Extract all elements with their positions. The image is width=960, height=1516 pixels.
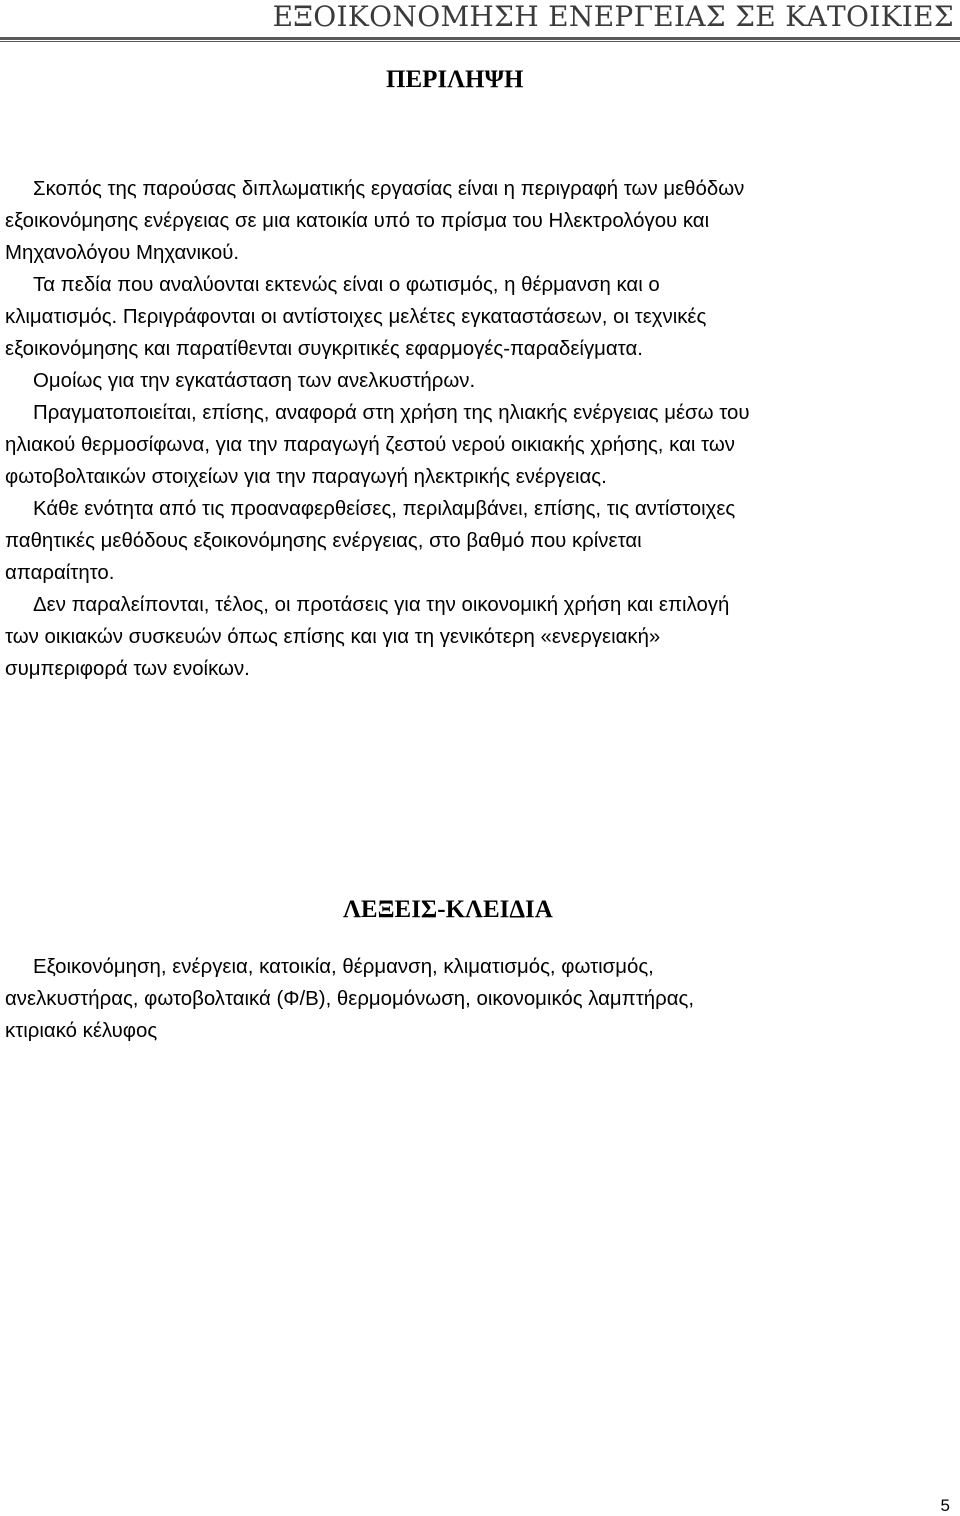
- summary-line: εξοικονόμησης και παρατίθενται συγκριτικές εφαρμογές-παραδείγματα.: [5, 338, 643, 360]
- summary-line: παθητικές μεθόδους εξοικονόμησης ενέργειας, στο βαθμό που κρίνεται: [5, 530, 642, 552]
- summary-line: Κάθε ενότητα από τις προαναφερθείσες, περιλαμβάνει, επίσης, τις αντίστοιχες: [33, 498, 736, 520]
- keywords-line: ανελκυστήρας, φωτοβολταικά (Φ/Β), θερμομόνωση, οικονομικός λαμπτήρας,: [5, 988, 694, 1010]
- keywords-line: Εξοικονόμηση, ενέργεια, κατοικία, θέρμανση, κλιματισμός, φωτισμός,: [33, 956, 654, 978]
- summary-line: εξοικονόμησης ενέργειας σε μια κατοικία υπό το πρίσμα του Ηλεκτρολόγου και: [5, 210, 710, 232]
- summary-line: Δεν παραλείπονται, τέλος, οι προτάσεις για την οικονομική χρήση και επιλογή: [33, 594, 730, 616]
- summary-line: απαραίτητο.: [5, 562, 115, 584]
- page-number: 5: [940, 1496, 950, 1515]
- running-header: ΕΞΟΙΚΟΝΟΜΗΣΗ ΕΝΕΡΓΕΙΑΣ ΣΕ ΚΑΤΟΙΚΙΕΣ: [272, 0, 954, 33]
- summary-line: Σκοπός της παρούσας διπλωματικής εργασίας είναι η περιγραφή των μεθόδων: [33, 178, 745, 200]
- summary-line: συμπεριφορά των ενοίκων.: [5, 658, 250, 680]
- summary-heading: ΠΕΡΙΛΗΨΗ: [386, 66, 524, 93]
- summary-line: ηλιακού θερμοσίφωνα, για την παραγωγή ζεστού νερού οικιακής χρήσης, και των: [5, 434, 735, 456]
- summary-line: Τα πεδία που αναλύονται εκτενώς είναι ο φωτισμός, η θέρμανση και ο: [33, 274, 660, 296]
- summary-line: κλιματισμός. Περιγράφονται οι αντίστοιχες μελέτες εγκαταστάσεων, οι τεχνικές: [5, 306, 707, 328]
- summary-line: Μηχανολόγου Μηχανικού.: [5, 242, 240, 264]
- header-rule: [0, 37, 960, 42]
- keywords-heading: ΛΕΞΕΙΣ-ΚΛΕΙΔΙΑ: [343, 896, 553, 923]
- summary-line: των οικιακών συσκευών όπως επίσης και για τη γενικότερη «ενεργειακή»: [5, 626, 661, 648]
- summary-line: Πραγματοποιείται, επίσης, αναφορά στη χρήση της ηλιακής ενέργειας μέσω του: [33, 402, 750, 424]
- keywords-line: κτιριακό κέλυφος: [5, 1020, 158, 1042]
- summary-line: φωτοβολταικών στοιχείων για την παραγωγή ηλεκτρικής ενέργειας.: [5, 466, 607, 488]
- summary-line: Ομοίως για την εγκατάσταση των ανελκυστήρων.: [33, 370, 476, 392]
